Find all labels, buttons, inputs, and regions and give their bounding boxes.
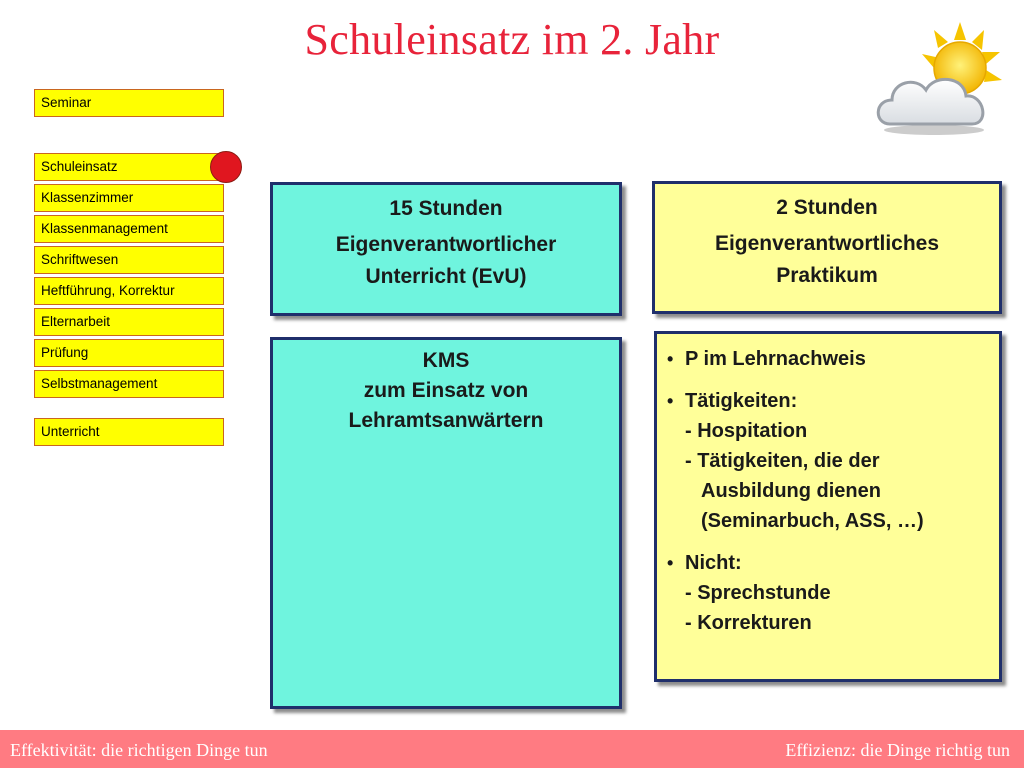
evu-box [270,182,622,316]
praktikum-hours: 2 Stunden [776,196,878,219]
sub-item-korrekturen: - Korrekturen [685,612,812,634]
footer-right-text: Effizienz: die Dinge richtig tun [785,740,1010,760]
nav-item-schuleinsatz[interactable]: Schuleinsatz [34,153,224,181]
nav-item-elternarbeit[interactable]: Elternarbeit [34,308,224,336]
nav-item-klassenzimmer[interactable]: Klassenzimmer [34,184,224,212]
list-item-lehrnachweis: • P im Lehrnachweis [685,348,866,370]
kms-line3: Lehramtsanwärtern [348,409,544,432]
sun-behind-cloud-icon [872,20,1004,138]
footer-bar [0,730,1024,768]
details-list [654,331,1002,682]
kms-title: KMS [422,349,470,372]
footer-left-text: Effektivität: die richtigen Dinge tun [10,740,268,760]
praktikum-title-line1: Eigenverantwortliches [714,232,940,255]
nav-item-schriftwesen[interactable]: Schriftwesen [34,246,224,274]
evu-hours: 15 Stunden [389,197,503,220]
nav-item-heftfuehrung[interactable]: Heftführung, Korrektur [34,277,224,305]
praktikum-title-line2: Praktikum [776,264,878,287]
list-item [665,386,991,536]
sub-item-hospitation: - Hospitation [685,420,808,442]
evu-title-line1: Eigenverantwortlicher [335,233,557,256]
nav-item-selbstmanagement[interactable]: Selbstmanagement [34,370,224,398]
list-item [665,548,991,638]
list-item [665,344,991,374]
list-item-nicht: • Nicht: [685,552,742,574]
sub-item-sprechstunde: - Sprechstunde [685,582,831,604]
sub-item-ausbildung: Ausbildung dienen [701,480,881,502]
page-title: Schuleinsatz im 2. Jahr [304,15,720,64]
kms-line2: zum Einsatz von [363,379,529,402]
nav-item-klassenmanagement[interactable]: Klassenmanagement [34,215,224,243]
kms-box [270,337,622,709]
nav-item-unterricht[interactable]: Unterricht [34,418,224,446]
current-section-marker [210,151,242,183]
nav-item-seminar[interactable]: Seminar [34,89,224,117]
sub-item-taetigkeiten: - Tätigkeiten, die der [685,450,880,472]
list-item-taetigkeiten: • Tätigkeiten: [685,390,798,412]
nav-item-pruefung[interactable]: Prüfung [34,339,224,367]
praktikum-box [652,181,1002,314]
evu-title-line2: Unterricht (EvU) [365,265,527,288]
sub-item-seminarbuch: (Seminarbuch, ASS, …) [701,510,924,532]
